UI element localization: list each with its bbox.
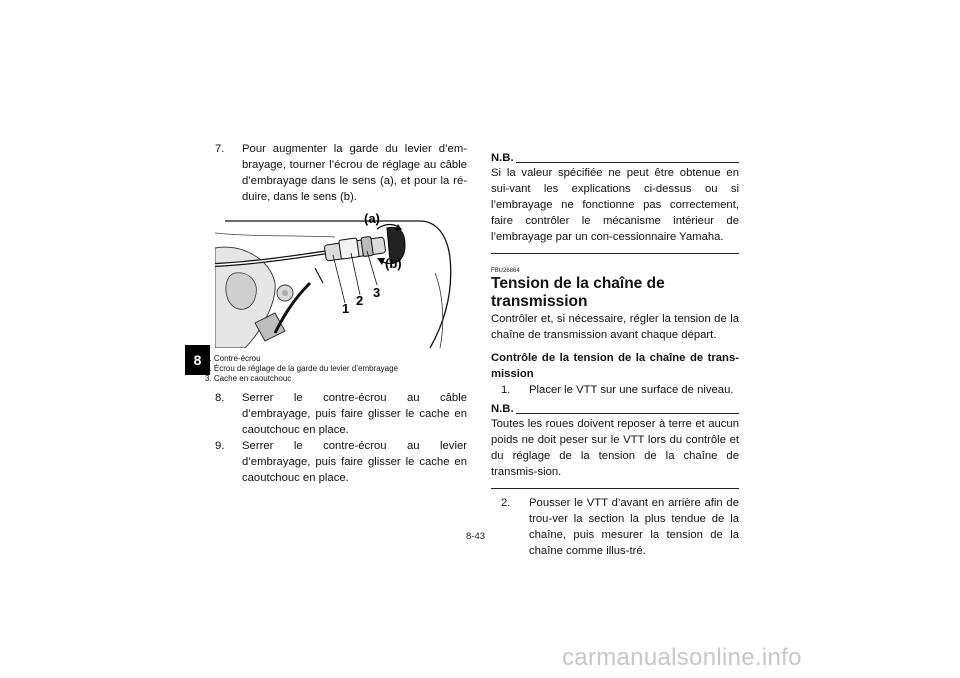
step-2: [501, 495, 739, 559]
note-2-rule: [516, 413, 739, 414]
caption-item: 1. Contre-écrou: [205, 354, 261, 363]
note-2-end-rule: [491, 488, 739, 489]
step-2-number: 2.: [501, 497, 511, 509]
step-8: [215, 390, 467, 438]
clutch-cable-illustration: [215, 213, 467, 348]
subsection-heading: Contrôle de la tension de la chaîne de trans-mission: [491, 352, 739, 380]
step-1-text: Placer le VTT sur une surface de niveau.: [529, 384, 734, 396]
note-1-label: N.B.: [491, 152, 514, 164]
section-intro: Contrôler et, si nécessaire, régler la tension de la chaîne de transmission avant chaque départ.: [491, 313, 739, 341]
step-9-number: 9.: [215, 440, 225, 452]
label-callout-1: 1: [342, 301, 350, 316]
step-7-number: 7.: [215, 143, 225, 155]
left-column: [205, 141, 467, 486]
page-number: 8-43: [466, 531, 486, 542]
step-9-text: Serrer le contre-écrou au levier d’embrayage, puis faire glisser le cache en caoutchouc en place.: [242, 440, 467, 484]
step-7: [215, 141, 467, 205]
step-1: [501, 382, 739, 398]
step-2-text: Pousser le VTT d’avant en arrière afin de trou-ver la section la plus tendue de la chaîne, puis mesurer la tension de la chaîne comme illus-tré.: [529, 497, 739, 557]
label-direction-a: (a): [364, 213, 380, 226]
note-2-heading: [491, 402, 739, 416]
step-8-text: Serrer le contre-écrou au câble d’embrayage, puis faire glisser le cache en caoutchouc en place.: [242, 392, 467, 436]
note-2-label: N.B.: [491, 403, 514, 415]
chapter-tab: 8: [185, 345, 210, 375]
label-callout-2: 2: [356, 293, 364, 308]
note-2-text: Toutes les roues doivent reposer à terre et aucun poids ne doit peser sur le VTT lors du contrôle et du réglage de la tension de la chaîne de transmis-sion.: [491, 418, 739, 478]
step-1-number: 1.: [501, 384, 511, 396]
note-1-heading: [491, 151, 739, 165]
right-column: [491, 151, 739, 559]
figure-captions: [205, 354, 467, 384]
clutch-cable-figure: [215, 213, 467, 348]
step-8-number: 8.: [215, 392, 225, 404]
section-title: Tension de la chaîne de transmission: [491, 275, 665, 310]
section-code: FBU26864: [491, 268, 520, 274]
label-callout-3: 3: [373, 285, 381, 300]
note-1-end-rule: [491, 253, 739, 254]
note-1-text: Si la valeur spécifiée ne peut être obtenue en sui-vant les explications ci-dessus ou si l’embrayage ne fonctionne pas correctement, faire contrôler le mécanisme intérieur de l’embrayage par un con-cessionnaire Yamaha.: [491, 167, 739, 243]
caption-item: 3. Cache en caoutchouc: [205, 374, 292, 383]
step-7-text: Pour augmenter la garde du levier d’em-brayage, tourner l’écrou de réglage au câble d’embrayage dans le sens (a), et pour la ré-duire, dans le sens (b).: [242, 143, 467, 203]
step-9: [215, 438, 467, 486]
watermark: carmanualsonline.info: [562, 644, 802, 671]
label-direction-b: (b): [385, 256, 402, 271]
caption-item: 2. Écrou de réglage de la garde du levier d’embrayage: [205, 364, 399, 373]
note-1-rule: [516, 162, 739, 163]
